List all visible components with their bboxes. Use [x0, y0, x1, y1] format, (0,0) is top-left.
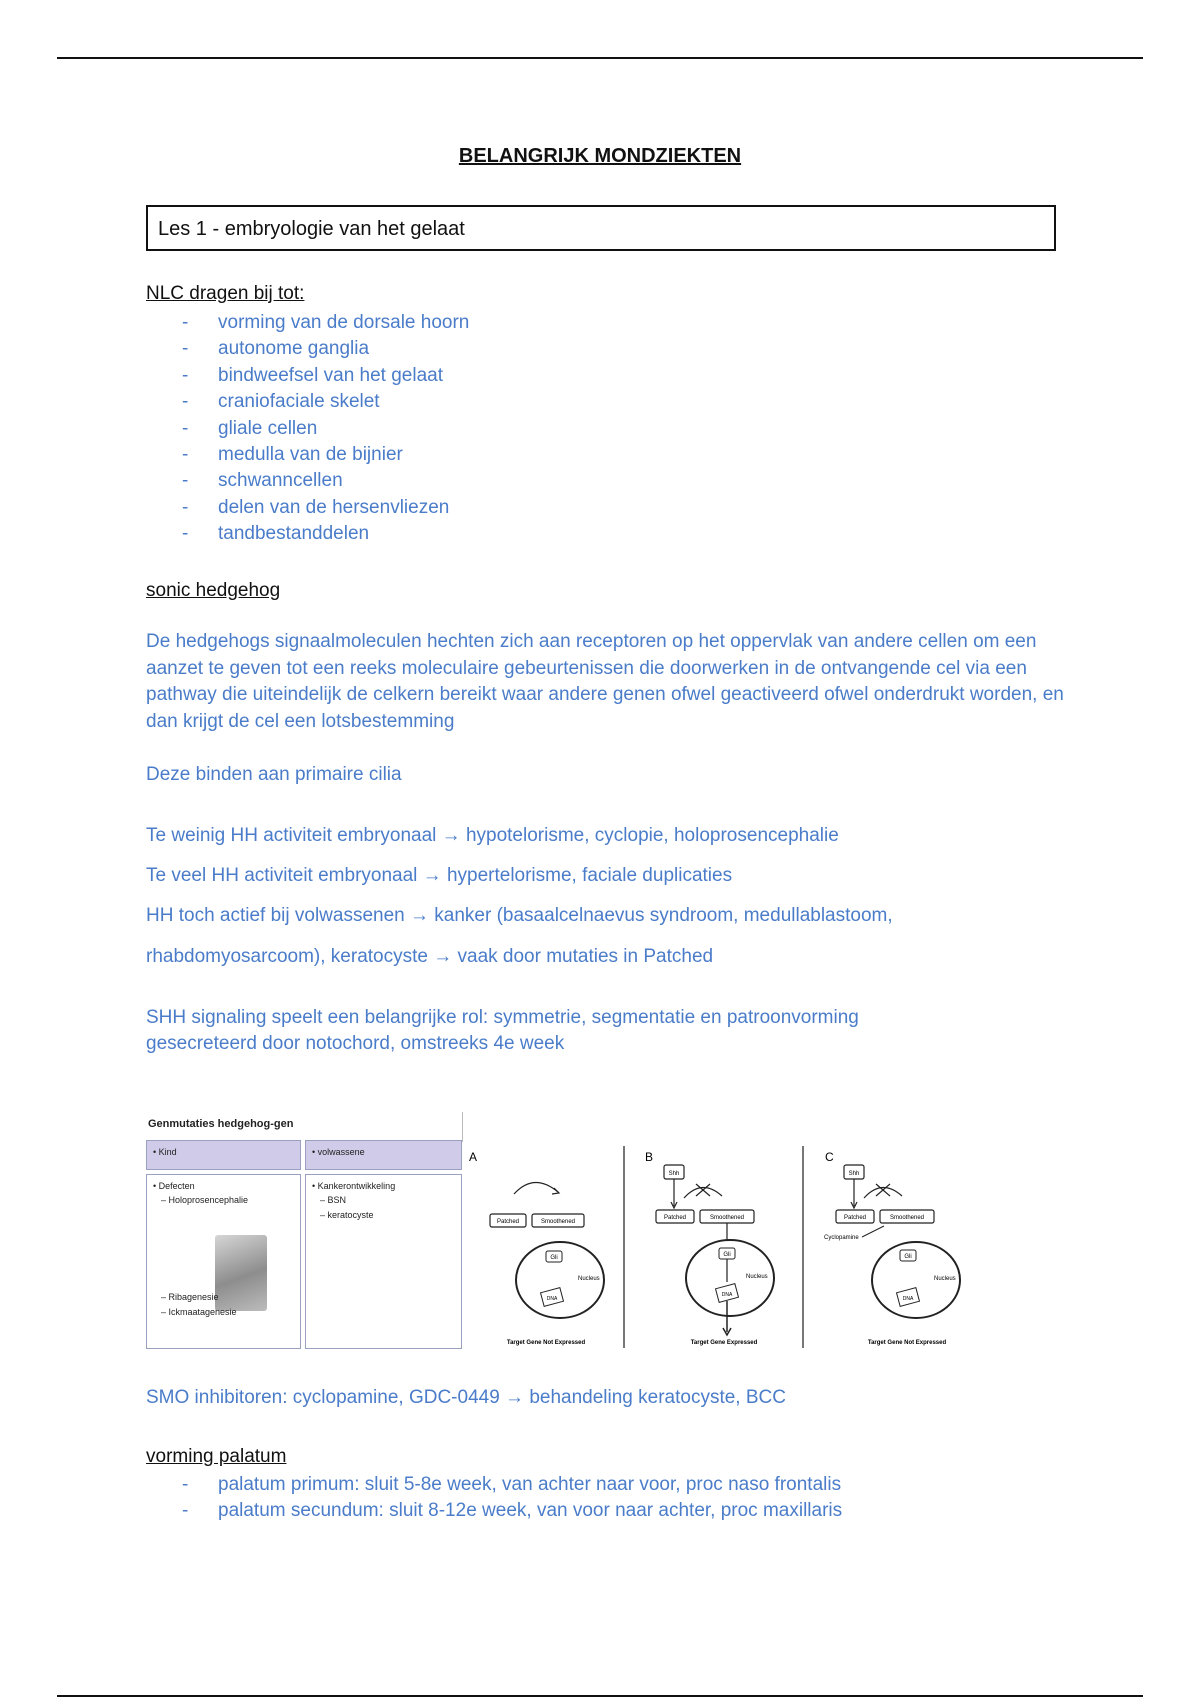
list-item: - vorming van de dorsale hoorn: [182, 312, 470, 333]
pathway-panel-b: [642, 1148, 807, 1348]
list-item: - schwanncellen: [182, 470, 343, 492]
panel-caption: Target Gene Not Expressed: [867, 1340, 947, 1346]
dna-label: DNA: [902, 1296, 914, 1302]
shh-role-line-2: gesecreteerd door notochord, omstreeks 4e week: [146, 1033, 565, 1054]
lesson-box: Les 1 - embryologie van het gelaat: [146, 205, 1056, 251]
nucleus-label: Nucleus: [578, 1276, 600, 1282]
cyclopamine-label: Cyclopamine: [824, 1235, 859, 1241]
gli-label: Gli: [550, 1255, 558, 1261]
panel-separator: [623, 1146, 625, 1348]
top-rule: [57, 57, 1143, 59]
list-item: - tandbestanddelen: [182, 523, 370, 545]
dna-label: DNA: [721, 1292, 733, 1298]
col-body-volwassene: • Kankerontwikkeling – BSN – keratocyste: [305, 1174, 462, 1349]
adult-hh-line-2: rhabdomyosarcoom), keratocyste → vaak door mutaties in Patched: [146, 946, 714, 967]
patched-label: Patched: [496, 1219, 520, 1225]
panel-separator: [802, 1146, 804, 1348]
palatum-list: [146, 1472, 842, 1525]
list-item: - autonome ganglia: [182, 338, 370, 360]
patched-label: Patched: [843, 1215, 867, 1221]
shh-label: Shh: [668, 1171, 680, 1177]
panel-caption: Target Gene Expressed: [690, 1340, 758, 1346]
gli-label: Gli: [723, 1252, 731, 1258]
palatum-heading: vorming palatum: [146, 1446, 287, 1467]
mutations-table: [146, 1112, 462, 1349]
nlc-list: [146, 310, 469, 548]
panel-caption: Target Gene Not Expressed: [506, 1340, 586, 1346]
smoothened-label: Smoothened: [889, 1215, 925, 1221]
shh-paragraph: De hedgehogs signaalmoleculen hechten zich aan receptoren op het oppervlak van andere cellen om een aanzet te geven tot een reeks moleculaire gebeurtenissen die doorwerken in de ontvangende cel via een pathway die uiteindelijk de celkern bereikt waar andere genen ofwel geactiveerd ofwel onderdrukt worden, en dan krijgt de cel een lotsbestemming: [146, 631, 1064, 732]
table-title: Genmutaties hedgehog-gen: [148, 1118, 294, 1130]
smo-inhibitors-line: SMO inhibitoren: cyclopamine, GDC-0449 → behandeling keratocyste, BCC: [146, 1387, 786, 1408]
dna-label: DNA: [546, 1296, 558, 1302]
patched-label: Patched: [663, 1215, 687, 1221]
shh-role-line-1: SHH signaling speelt een belangrijke rol: symmetrie, segmentatie en patroonvorming: [146, 1007, 859, 1028]
pathway-diagram-a: [466, 1148, 626, 1348]
bottom-rule: [57, 1695, 1143, 1697]
panel-letter: B: [645, 1150, 654, 1164]
col-body-kind: • Defecten – Holoprosencephalie – Ribagenesie – Ickmaatagenesie: [146, 1174, 301, 1349]
shh-heading: sonic hedgehog: [146, 580, 281, 601]
smoothened-label: Smoothened: [540, 1219, 576, 1225]
list-item: - palatum secundum: sluit 8-12e week, van voor naar achter, proc maxillaris: [182, 1500, 843, 1522]
shh-label: Shh: [848, 1171, 860, 1177]
panel-letter: C: [825, 1150, 834, 1164]
list-item: - palatum primum: sluit 5-8e week, van achter naar voor, proc naso frontalis: [182, 1474, 842, 1495]
smoothened-label: Smoothened: [709, 1215, 745, 1221]
panel-letter: A: [469, 1150, 478, 1164]
list-item: - craniofaciale skelet: [182, 391, 380, 413]
adult-hh-line-1: HH toch actief bij volwassenen → kanker (basaalcelnaevus syndroom, medullablastoom,: [146, 905, 893, 926]
patient-photo: [215, 1235, 267, 1311]
many-hh-line: Te veel HH activiteit embryonaal → hypertelorisme, faciale duplicaties: [146, 865, 733, 886]
gli-label: Gli: [904, 1254, 912, 1260]
pathway-diagram-b: [642, 1148, 807, 1348]
pathway-panel-a: [466, 1148, 626, 1348]
nlc-heading: NLC dragen bij tot:: [146, 283, 305, 304]
cilia-line: Deze binden aan primaire cilia: [146, 764, 402, 785]
col-head-volwassene: • volwassene: [305, 1140, 462, 1170]
pathway-panel-c: [822, 1148, 987, 1348]
list-item: - gliale cellen: [182, 417, 318, 439]
list-item: - delen van de hersenvliezen: [182, 496, 450, 518]
list-item: - bindweefsel van het gelaat: [182, 364, 443, 386]
col-head-kind: • Kind: [146, 1140, 301, 1170]
few-hh-line: Te weinig HH activiteit embryonaal → hypotelorisme, cyclopie, holoprosencephalie: [146, 825, 839, 846]
nucleus-label: Nucleus: [934, 1276, 956, 1282]
divider: [462, 1112, 463, 1142]
nucleus-label: Nucleus: [746, 1274, 768, 1280]
list-item: - medulla van de bijnier: [182, 443, 403, 465]
page-title: BELANGRIJK MONDZIEKTEN: [458, 145, 742, 167]
pathway-diagram-c: [822, 1148, 987, 1348]
